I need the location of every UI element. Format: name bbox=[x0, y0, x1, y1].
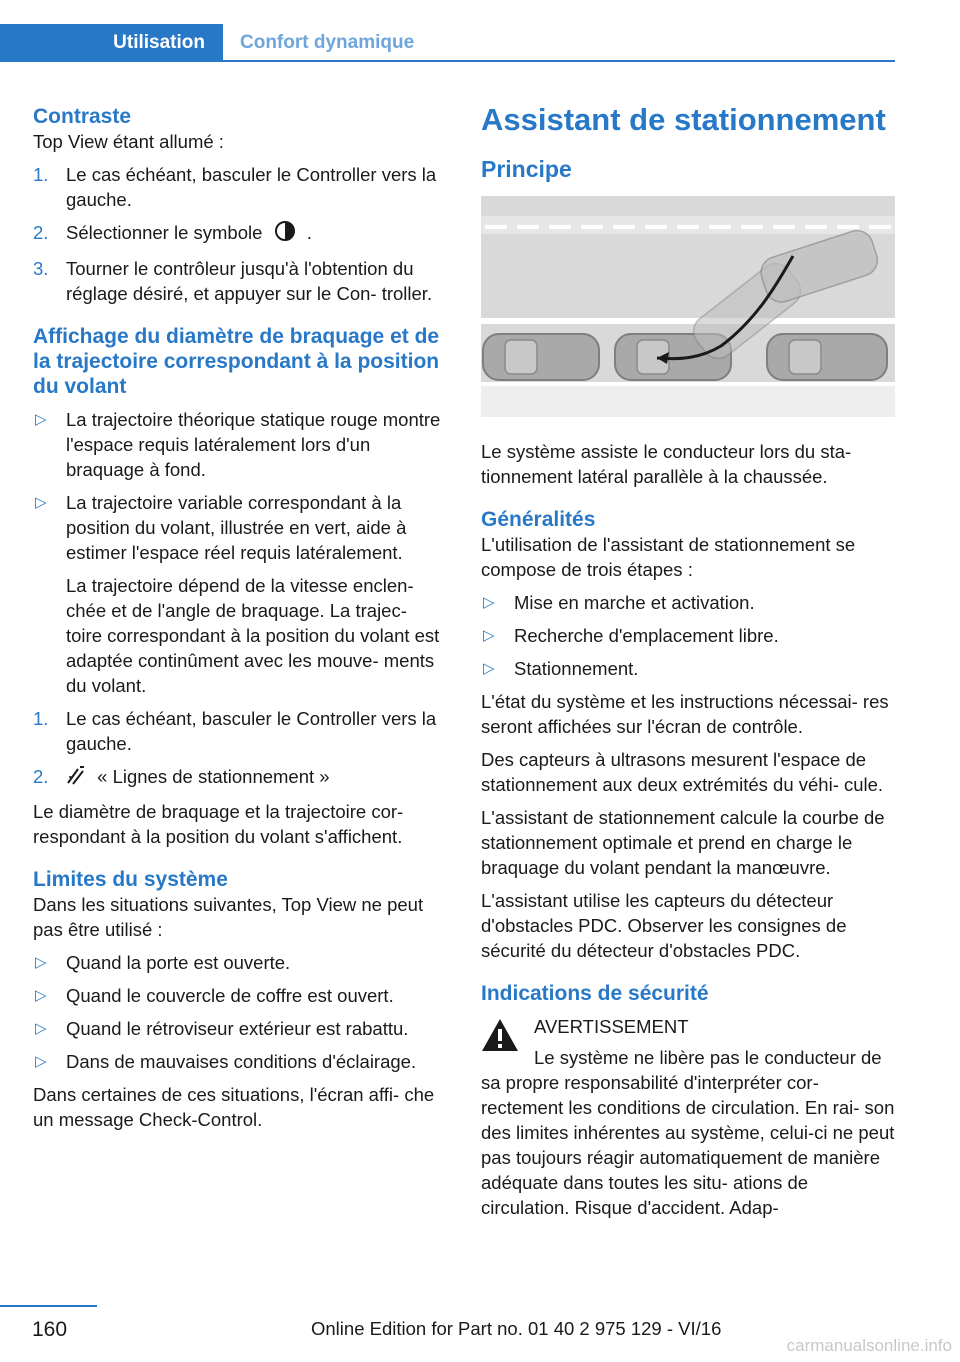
bullet-text: Quand le rétroviseur extérieur est rabattu. bbox=[66, 1018, 409, 1040]
bullet-item bbox=[33, 407, 443, 482]
bullet-text: Stationnement. bbox=[514, 658, 639, 679]
generalites-intro: L'utilisation de l'assistant de stationnement se compose de trois étapes : bbox=[481, 534, 856, 580]
header-tabs bbox=[0, 24, 895, 62]
list-text: Le cas échéant, basculer le Controller vers la gauche. bbox=[66, 164, 437, 210]
list-number: 3. bbox=[33, 258, 49, 280]
bullet-text: La trajectoire théorique statique rouge montre l'espace requis latéralement lors d'un braquage à fond. bbox=[66, 409, 441, 481]
bullet-text: Recherche d'emplacement libre. bbox=[514, 625, 779, 646]
triangle-bullet-icon: ▷ bbox=[483, 594, 495, 611]
section-title-contraste: Contraste bbox=[33, 105, 132, 128]
generalites-para: Des capteurs à ultrasons mesurent l'espace de stationnement aux deux extrémités du véhi- cule. bbox=[481, 749, 884, 795]
bullet-item bbox=[481, 590, 895, 615]
list-number: 1. bbox=[33, 164, 49, 185]
list-text: « Lignes de stationnement » bbox=[97, 766, 330, 788]
parking-lines-icon bbox=[66, 765, 86, 791]
bullet-item bbox=[33, 1016, 443, 1041]
section-title-securite: Indications de sécurité bbox=[481, 982, 709, 1005]
list-item bbox=[33, 220, 443, 248]
list-text: Le cas échéant, basculer le Controller vers la gauche. bbox=[66, 708, 437, 755]
bullet-item bbox=[33, 983, 443, 1008]
bullet-item bbox=[33, 490, 443, 565]
bullet-item bbox=[33, 1049, 443, 1074]
section-title-affichage: Affichage du diamètre de braquage et de la trajectoire correspondant à la position du volant bbox=[33, 325, 440, 399]
bullet-item bbox=[481, 623, 895, 648]
warning-heading: AVERTISSEMENT bbox=[534, 1016, 689, 1037]
triangle-bullet-icon: ▷ bbox=[35, 494, 47, 512]
bullet-item bbox=[33, 950, 443, 975]
list-text: Sélectionner le symbole bbox=[66, 222, 263, 243]
tab-confort-dynamique[interactable]: Confort dynamique bbox=[240, 32, 415, 53]
list-item bbox=[33, 764, 443, 791]
limites-intro: Dans les situations suivantes, Top View ne peut pas être utilisé : bbox=[33, 894, 424, 941]
page-number: 160 bbox=[32, 1318, 68, 1341]
bullet-continuation: La trajectoire dépend de la vitesse enclen- chée et de l'angle de braquage. La trajec- toire correspondant à la position du volant est adaptée continûment avec les mouve- ments du volant. bbox=[66, 575, 440, 697]
parallel-parking-illustration bbox=[481, 196, 895, 417]
list-number: 2. bbox=[33, 766, 49, 788]
triangle-bullet-icon: ▷ bbox=[483, 627, 495, 644]
contraste-intro: Top View étant allumé : bbox=[33, 131, 224, 152]
section-title-generalites: Généralités bbox=[481, 508, 596, 531]
tab-utilisation[interactable]: Utilisation bbox=[0, 24, 223, 62]
bullet-text: Dans de mauvaises conditions d'éclairage. bbox=[66, 1051, 417, 1073]
affichage-outro: Le diamètre de braquage et la trajectoire cor- respondant à la position du volant s'affichent. bbox=[33, 801, 404, 848]
triangle-bullet-icon: ▷ bbox=[35, 411, 47, 429]
generalites-para: L'état du système et les instructions nécessai- res seront affichées sur l'écran de contrôle. bbox=[481, 691, 889, 737]
bullet-item bbox=[481, 656, 895, 681]
watermark: carmanualsonline.info bbox=[786, 1336, 952, 1355]
section-title-principe: Principe bbox=[481, 156, 572, 182]
warning-block bbox=[481, 1014, 895, 1220]
warning-text: Le système ne libère pas le conducteur de sa propre responsabilité d'interpréter cor- rectement les conditions de circulation. En rai- son des limites inhérentes au système, celui-ci ne peut pas toujours réagir automatiquement de manière adéquate dans toutes les situ- ations de circulation. Risque d'accident. Adap- bbox=[481, 1047, 895, 1218]
footer-rule bbox=[0, 1305, 97, 1307]
triangle-bullet-icon: ▷ bbox=[35, 954, 47, 972]
left-column bbox=[33, 100, 443, 1140]
limites-outro: Dans certaines de ces situations, l'écran affi- che un message Check-Control. bbox=[33, 1084, 435, 1131]
list-item bbox=[33, 706, 443, 756]
section-title-limites: Limites du système bbox=[33, 868, 228, 892]
triangle-bullet-icon: ▷ bbox=[483, 660, 495, 677]
list-number: 1. bbox=[33, 708, 49, 730]
generalites-para: L'assistant de stationnement calcule la courbe de stationnement optimale et prend en charge le braquage du volant pendant la manœuvre. bbox=[481, 807, 885, 878]
header-rule bbox=[223, 60, 895, 62]
triangle-bullet-icon: ▷ bbox=[35, 1053, 47, 1071]
list-item bbox=[33, 256, 443, 306]
principe-text: Le système assiste le conducteur lors du sta- tionnement latéral parallèle à la chaussée. bbox=[481, 441, 852, 487]
list-item bbox=[33, 162, 443, 212]
page-title: Assistant de stationnement bbox=[481, 102, 886, 137]
edition-text: Online Edition for Part no. 01 40 2 975 129 - VI/16 bbox=[311, 1318, 722, 1339]
list-text-suffix: . bbox=[306, 222, 312, 243]
warning-icon bbox=[481, 1018, 519, 1052]
contrast-icon bbox=[274, 220, 296, 248]
triangle-bullet-icon: ▷ bbox=[35, 987, 47, 1005]
bullet-text: La trajectoire variable correspondant à la position du volant, illustrée en vert, aide à estimer l'espace réel requis latéralement. bbox=[66, 492, 407, 564]
triangle-bullet-icon: ▷ bbox=[35, 1020, 47, 1038]
right-column bbox=[481, 100, 895, 1220]
generalites-para: L'assistant utilise les capteurs du détecteur d'obstacles PDC. Observer les consignes de sécurité du détecteur d'obstacles PDC. bbox=[481, 890, 847, 961]
bullet-text: Quand le couvercle de coffre est ouvert. bbox=[66, 985, 394, 1007]
list-number: 2. bbox=[33, 222, 49, 243]
bullet-text: Quand la porte est ouverte. bbox=[66, 952, 291, 974]
list-text: Tourner le contrôleur jusqu'à l'obtention du réglage désiré, et appuyer sur le Con- troller. bbox=[66, 258, 433, 305]
bullet-text: Mise en marche et activation. bbox=[514, 592, 755, 613]
